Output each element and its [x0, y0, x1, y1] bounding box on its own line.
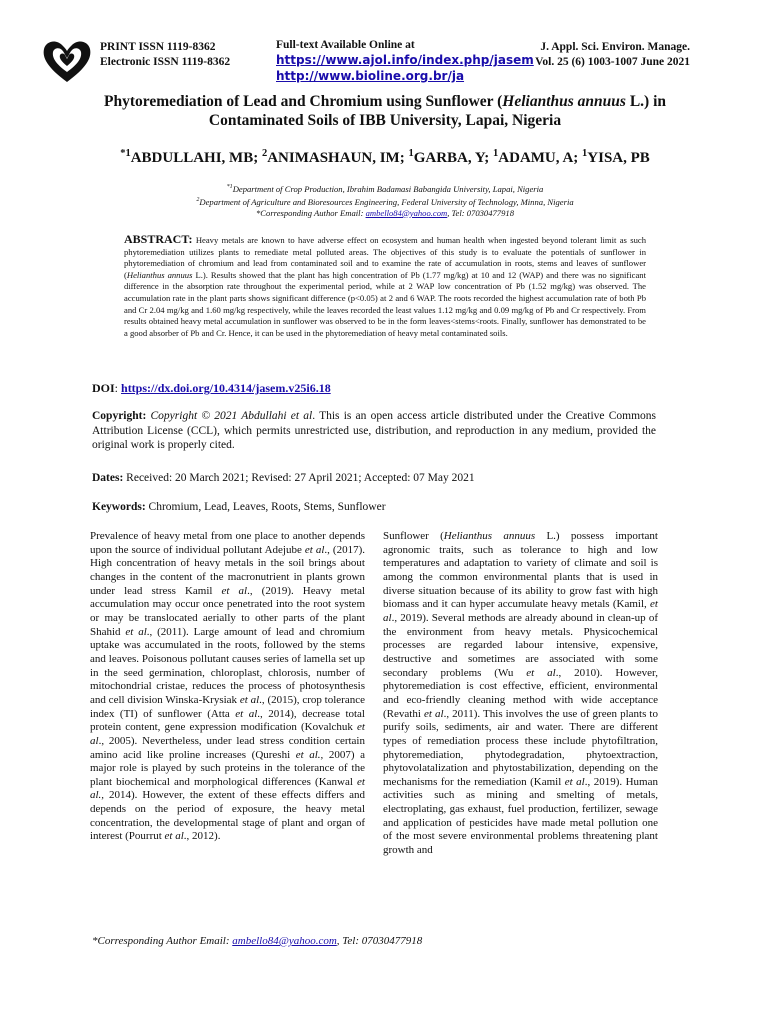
doi-label: DOI — [92, 381, 115, 395]
corresponding-email-link[interactable]: ambello84@yahoo.com — [365, 207, 448, 218]
doi-line: DOI: https://dx.doi.org/10.4314/jasem.v25i6.18 — [92, 381, 331, 395]
journal-name: J. Appl. Sci. Environ. Manage. — [540, 41, 690, 53]
author-list: $^{*1}$ABDULLAHI, MB; $^2$ANIMASHAUN, IM; $^1$GARBA, Y; $^1$ADAMU, A; $^1$YISA, PB — [120, 148, 650, 166]
copyright-notice: Copyright: Copyright © 2021 Abdullahi et al. This is an open access article distributed under the Creative Commons Attribution License (CCL), which permits unrestricted use, distribution, and reproduction in any medium, provided the original work is properly cited. — [92, 410, 657, 451]
doi-link[interactable]: https://dx.doi.org/10.4314/jasem.v25i6.18 — [121, 381, 331, 395]
footer-corresponding-author: *Corresponding Author Email: ambello84@yahoo.com, Tel: 07030477918 — [92, 935, 423, 947]
journal-logo — [40, 38, 94, 84]
journal-info — [535, 40, 690, 70]
fulltext-block — [276, 38, 534, 85]
journal-volume: Vol. 25 (6) 1003-1007 June 2021 — [535, 56, 690, 68]
bioline-link[interactable]: http://www.bioline.org.br/ja — [276, 69, 465, 83]
abstract: ABSTRACT: Heavy metals are known to have adverse effect on ecosystem and human health when ingested beyond tolerant limit as such phytoremediation utilizes plants to remediate metal polluted areas. The objectives of this study is to evaluate the potentials of sunflower in phytoremediation of chromium and lead from contaminated soil and to examine the rate of accumulation in roots, stems and leaves of sunflower (Helianthus annuus L.). Results showed that the plant has high concentration of Pb (1.77 mg/kg) at 10 and 12 (WAP) and there was no significant difference in the absorption rate throughout the experimental period, while at 2 WAP low concentration of Pb (1.52 mg/kg) was observed. The accumulation rate in the plant parts shows significant difference (p<0.05) at 2 and 6 WAP. The roots recorded the highest accumulation rate of both Pb and Cr 2.04 mg/kg and 1.60 mg/kg respectively, while the leaves recorded the least values 1.12 mg/kg and 0.09 mg/kg of Pb and Cr respectively. From results obtained heavy metal accumulation in sunflower was observed to be in the form leaves<stems<roots. Finally, sunflower has demonstrated to be a good absorber of Pb and Cr. Hence, it can be used in the phytoremediation of heavy metal contaminated soils. — [124, 232, 646, 338]
issn-electronic: Electronic ISSN 1119-8362 — [100, 56, 231, 68]
body-column-left: Prevalence of heavy metal from one place to another depends upon the source of individual pollutant Adejube et al., (2017). High concentration of heavy metals in the soil brings about changes in the content of the macronutrient in plants grown under lead stress Kamil et al., (2019). Heavy metal accumulation may occur once penetrated into the root system or may be translocated aerially to other parts of the plant Shahid et al., (2011). Large amount of lead and chromium uptake was accumulated in the roots, followed by the stems and leaves. Poisonous pollutant causes series of lamella set up in the seed germination, chloroplast, chlorosis, number of mitochondrial cristae, reduces the process of photosynthesis and cell division Winska-Krysiak et al., (2015), crop tolerance index (TI) of sunflower (Atta et al., 2014), decrease total protein content, gene expression modification (Kovalchuk et al., 2005). Nevertheless, under lead stress condition certain amino acid like proline increases (Qureshi et al., 2007) a major role is played by such proteins in the tolerance of the plant biochemical and morphological differences (Kanwal et al., 2014). However, the extent of these effects differs and depends on the period of exposure, the heavy metal concentration, the developmental stage of plant and organ of interest (Pourrut et al., 2012). — [90, 530, 366, 843]
journal-logo-icon — [40, 38, 94, 84]
abstract-label: ABSTRACT: — [124, 232, 193, 246]
affiliations — [100, 182, 670, 219]
body-column-right: Sunflower (Helianthus annuus L.) possess important agronomic traits, such as tolerance to high and low temperatures and adaptation to variety of climate and soil is among the common environmental plants that is used in diverse situation because of its ability to grow fast with high biomass and it can hyper accumulate heavy metals (Kamil, et al., 2019). Several methods are already abound in clean-up of the environment from heavy metals. Physicochemical processes are regarded labour intensive, expensive, destructive and sometimes are associated with some secondary problems (Wu et al., 2010). However, phytoremediation is cost effective, efficient, environmental and eco-friendly cleaning method with wide acceptance (Revathi et al., 2011). This involves the use of green plants to purify soils, sediments, air and water. There are different types of remediation process these include phytofiltration, phytoremediation, phytodegradation, phytoextraction, phytovolatalization and phytostabilization, depending on the mechanisms for the remediation (Kamil et al., 2019). Human activities such as mining and smelting of metals, electroplating, gas exhaust, fuel production, fertilizer, sewage and application of pesticides have made metal pollution one of the most severe environmental problems threatening plant growth and — [383, 530, 658, 857]
ajol-link[interactable]: https://www.ajol.info/index.php/jasem — [276, 53, 534, 67]
dates-line: Dates: Received: 20 March 2021; Revised: 27 April 2021; Accepted: 07 May 2021 — [92, 472, 475, 484]
keywords-line: Keywords: Chromium, Lead, Leaves, Roots, Stems, Sunflower — [92, 501, 386, 513]
fulltext-label: Full-text Available Online at — [276, 39, 415, 51]
corresponding-author: *Corresponding Author Email: ambello84@yahoo.com, Tel: 07030477918 — [256, 207, 514, 218]
footer-email-link[interactable]: ambello84@yahoo.com — [232, 935, 337, 947]
paper-title: Phytoremediation of Lead and Chromium using Sunflower (Helianthus annuus L.) in Contaminated Soils of IBB University, Lapai, Nigeria — [103, 93, 666, 129]
issn-block — [100, 40, 230, 70]
affiliation-1: $^{*1}$Department of Crop Production, Ibrahim Badamasi Babangida University, Lapai, Nigeria — [226, 183, 544, 194]
affiliation-2: $^2$Department of Agriculture and Bioresources Engineering, Federal University of Technology, Minna, Nigeria — [196, 196, 574, 207]
issn-print: PRINT ISSN 1119-8362 — [100, 41, 216, 53]
